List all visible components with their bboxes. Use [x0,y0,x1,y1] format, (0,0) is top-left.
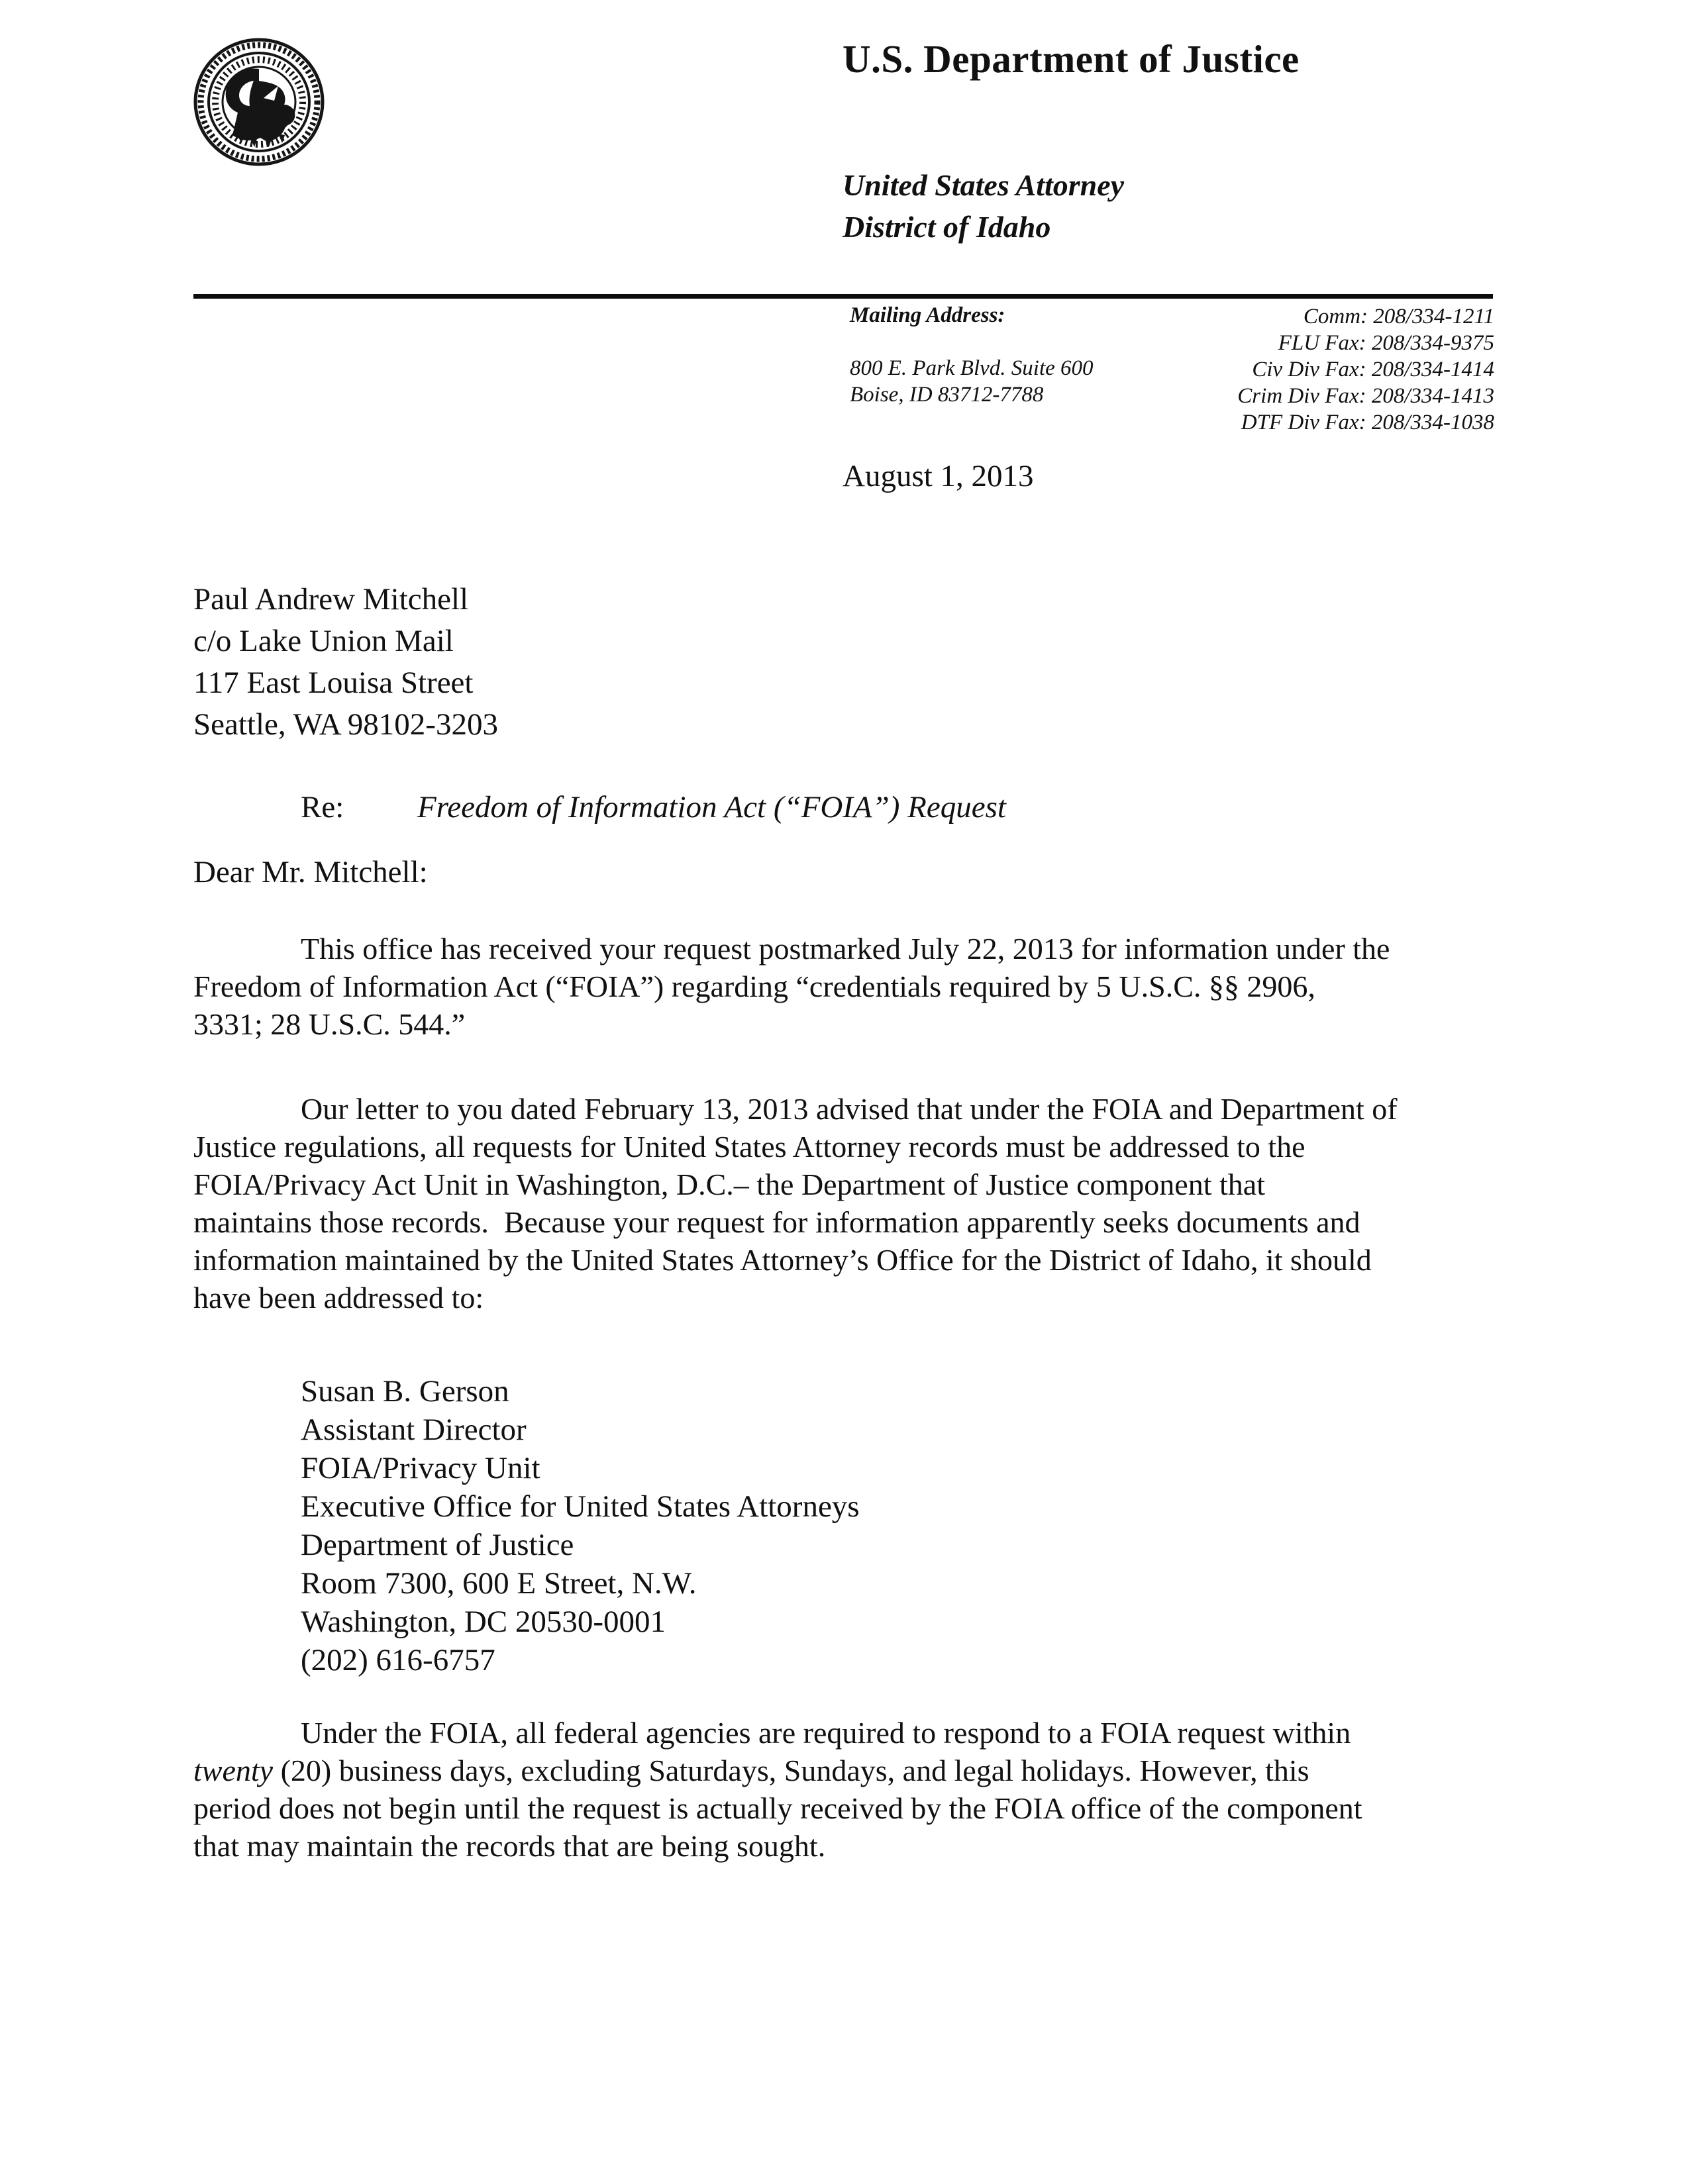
inside-address-line: (202) 616-6757 [301,1643,495,1677]
paragraph-3-line: period does not begin until the request is actually received by the FOIA office of the component [193,1791,1362,1825]
mailing-address-line: Boise, ID 83712-7788 [850,383,1044,407]
inside-address-line: Assistant Director [301,1413,527,1447]
recipient-line: 117 East Louisa Street [193,666,474,700]
paragraph-3-italic-word: twenty [193,1754,274,1787]
office-line-1: United States Attorney [843,168,1125,202]
inside-address-line: Room 7300, 600 E Street, N.W. [301,1566,697,1601]
office-line-2: District of Idaho [843,210,1051,244]
contact-line: Crim Div Fax: 208/334-1413 [1237,384,1494,408]
mailing-address-line: 800 E. Park Blvd. Suite 600 [850,356,1094,380]
paragraph-1-line: This office has received your request postmarked July 22, 2013 for information under the [301,932,1390,966]
re-subject: Freedom of Information Act (“FOIA”) Request [417,790,1006,824]
paragraph-1-line: 3331; 28 U.S.C. 544.” [193,1007,466,1041]
paragraph-3-line [193,1752,1525,1789]
contact-line: FLU Fax: 208/334-9375 [1278,331,1494,355]
contact-line: Comm: 208/334-1211 [1303,305,1494,328]
re-line [193,789,1006,825]
mailing-address-label: Mailing Address: [850,303,1005,327]
paragraph-2 [193,1090,1525,1316]
letter-date: August 1, 2013 [843,459,1034,493]
recipient-address [193,579,498,746]
contact-line: DTF Div Fax: 208/334-1038 [1241,411,1494,434]
header-divider [193,294,1493,299]
inside-address-line: FOIA/Privacy Unit [301,1451,540,1485]
paragraph-1-line: Freedom of Information Act (“FOIA”) regarding “credentials required by 5 U.S.C. §§ 2906, [193,969,1315,1003]
paragraph-3 [193,1714,1525,1865]
doj-seal-icon [191,34,330,170]
inside-address-line: Washington, DC 20530-0001 [301,1605,666,1639]
paragraph-3-line: that may maintain the records that are being sought. [193,1829,826,1863]
inside-address [301,1372,860,1679]
paragraph-2-line: FOIA/Privacy Act Unit in Washington, D.C.– the Department of Justice component that [193,1167,1265,1201]
paragraph-2-line: information maintained by the United States Attorney’s Office for the District of Idaho, it should [193,1243,1372,1277]
recipient-line: c/o Lake Union Mail [193,624,454,658]
contact-line: Civ Div Fax: 208/334-1414 [1252,358,1494,381]
paragraph-2-line: Justice regulations, all requests for United States Attorney records must be addressed to the [193,1130,1305,1164]
re-label: Re: [301,790,344,824]
contact-numbers [927,303,1494,436]
recipient-line: Seattle, WA 98102-3203 [193,707,498,742]
inside-address-line: Susan B. Gerson [301,1374,509,1409]
paragraph-1 [193,930,1525,1043]
department-title: U.S. Department of Justice [843,37,1300,81]
paragraph-2-line: have been addressed to: [193,1281,484,1315]
salutation: Dear Mr. Mitchell: [193,855,428,889]
paragraph-2-line: Our letter to you dated February 13, 2013 advised that under the FOIA and Department of [301,1092,1398,1126]
inside-address-line: Executive Office for United States Attorneys [301,1489,860,1524]
paragraph-3-line: Under the FOIA, all federal agencies are required to respond to a FOIA request within [301,1716,1351,1750]
paragraph-2-line: maintains those records. Because your request for information apparently seeks documents and [193,1205,1360,1239]
paragraph-3-line-rest: (20) business days, excluding Saturdays, Sundays, and legal holidays. However, this [273,1754,1309,1787]
recipient-line: Paul Andrew Mitchell [193,582,469,617]
office-title [843,164,1124,248]
inside-address-line: Department of Justice [301,1528,574,1562]
